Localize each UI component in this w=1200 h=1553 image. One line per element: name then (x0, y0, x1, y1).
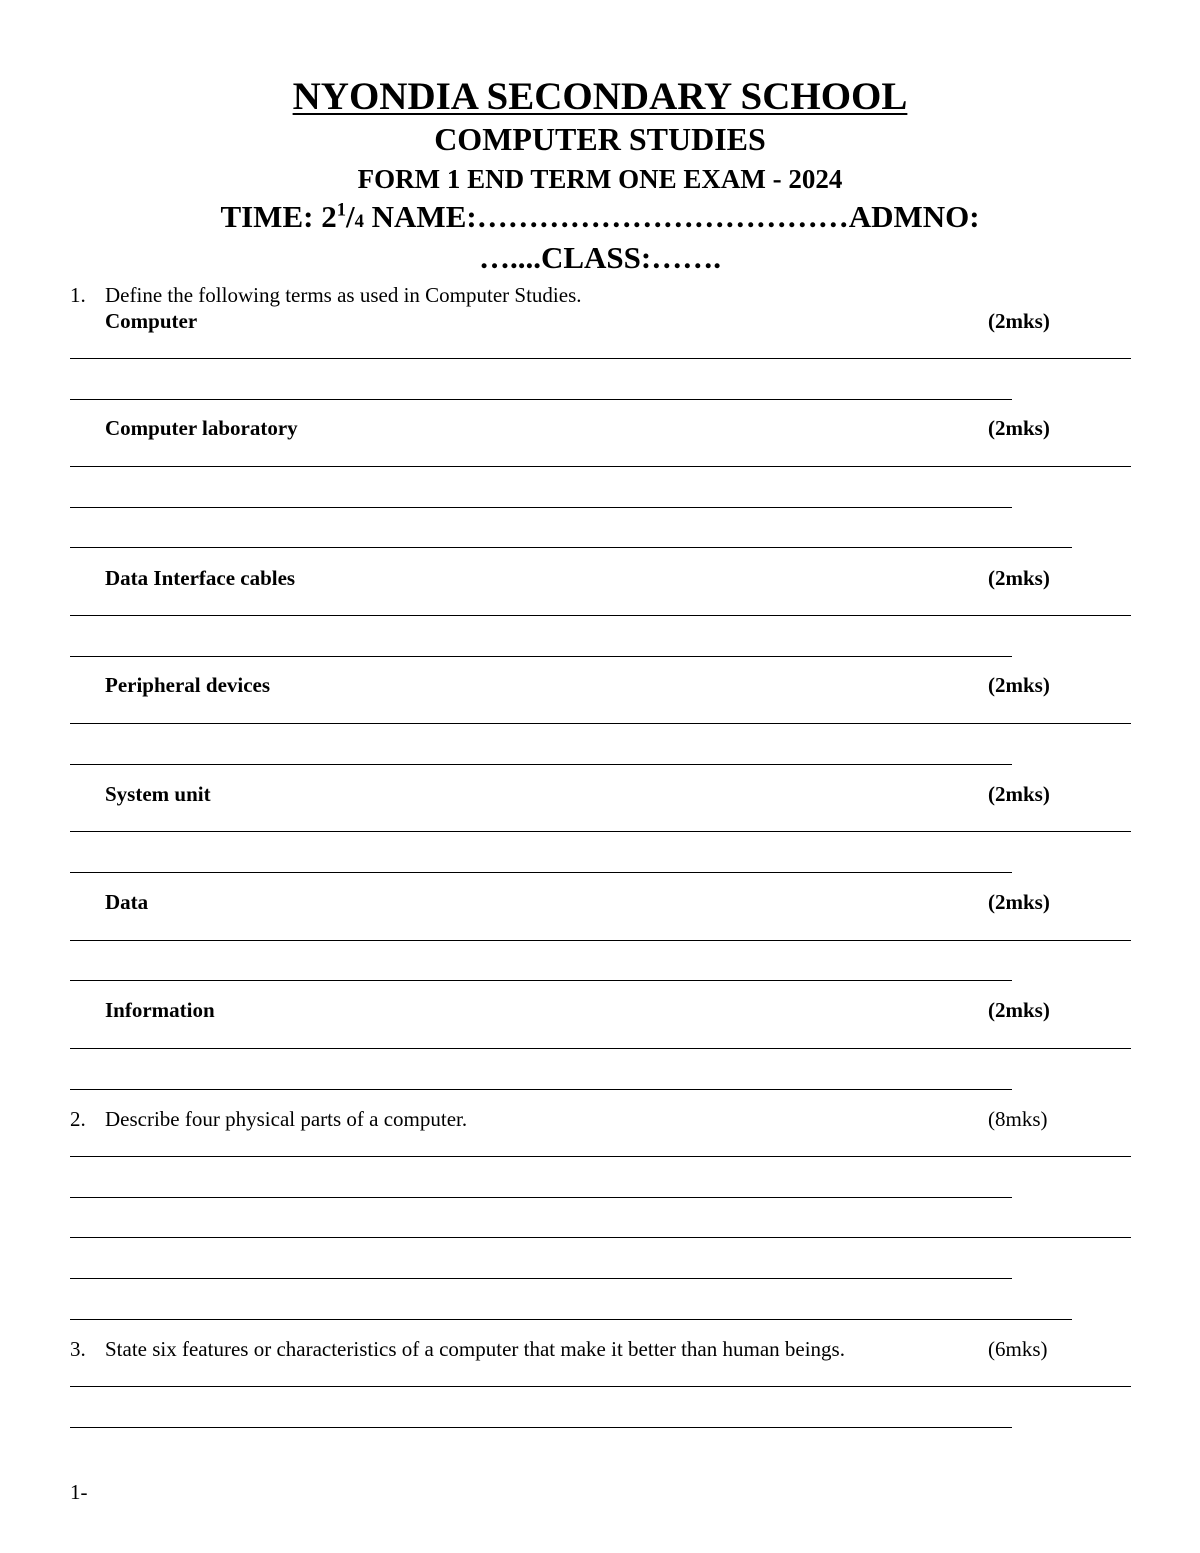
answer-line (70, 1197, 1012, 1198)
answer-line (70, 1427, 1012, 1428)
question-1-text: Define the following terms as used in Computer Studies. (105, 283, 582, 307)
answer-line (70, 656, 1012, 657)
answer-line (70, 831, 1131, 832)
marks-computer-laboratory: (2mks) (988, 416, 1050, 440)
answer-line (70, 615, 1131, 616)
question-3-marks: (6mks) (988, 1337, 1048, 1361)
marks-computer: (2mks) (988, 309, 1050, 333)
term-peripheral-devices: Peripheral devices (105, 673, 271, 697)
question-2-text: Describe four physical parts of a computer. (105, 1107, 468, 1131)
answer-line (70, 1319, 1072, 1320)
answer-line (70, 764, 1012, 765)
answer-line (70, 1278, 1012, 1279)
school-name: NYONDIA SECONDARY SCHOOL (292, 75, 908, 118)
time-name-admno-line (0, 199, 1200, 235)
term-data-interface-cables: Data Interface cables (105, 566, 296, 590)
page-number: 1- (70, 1480, 88, 1504)
question-3-text: State six features or characteristics of a computer that make it better than human beings. (105, 1337, 845, 1361)
answer-line (70, 1386, 1131, 1387)
term-computer-laboratory: Computer laboratory (105, 416, 298, 440)
subject-title: COMPUTER STUDIES (434, 121, 766, 157)
marks-data: (2mks) (988, 890, 1050, 914)
answer-line (70, 358, 1131, 359)
answer-line (70, 1156, 1131, 1157)
answer-line (70, 1048, 1131, 1049)
answer-line (70, 723, 1131, 724)
answer-line (70, 940, 1131, 941)
term-computer: Computer (105, 309, 198, 333)
question-3-number: 3. (70, 1337, 86, 1361)
answer-line (70, 980, 1012, 981)
answer-line (70, 1089, 1012, 1090)
answer-line (70, 547, 1072, 548)
question-2-marks: (8mks) (988, 1107, 1048, 1131)
time-label: TIME: 2 (220, 199, 337, 234)
answer-line (70, 872, 1012, 873)
marks-data-interface-cables: (2mks) (988, 566, 1050, 590)
term-data: Data (105, 890, 149, 914)
question-2-number: 2. (70, 1107, 86, 1131)
time-fraction-numerator: 1 (336, 199, 346, 221)
marks-peripheral-devices: (2mks) (988, 673, 1050, 697)
name-admno-field: NAME:………………………………ADMNO: (363, 199, 980, 234)
answer-line (70, 1237, 1131, 1238)
exam-title: FORM 1 END TERM ONE EXAM - 2024 (357, 164, 843, 194)
question-1-number: 1. (70, 283, 86, 307)
time-fraction-denominator: 4 (354, 211, 364, 232)
time-fraction-slash: / (345, 199, 355, 234)
term-information: Information (105, 998, 215, 1022)
term-system-unit: System unit (105, 782, 211, 806)
answer-line (70, 466, 1131, 467)
marks-information: (2mks) (988, 998, 1050, 1022)
class-field: …....CLASS:……. (478, 240, 721, 275)
answer-line (70, 399, 1012, 400)
marks-system-unit: (2mks) (988, 782, 1050, 806)
answer-line (70, 507, 1012, 508)
